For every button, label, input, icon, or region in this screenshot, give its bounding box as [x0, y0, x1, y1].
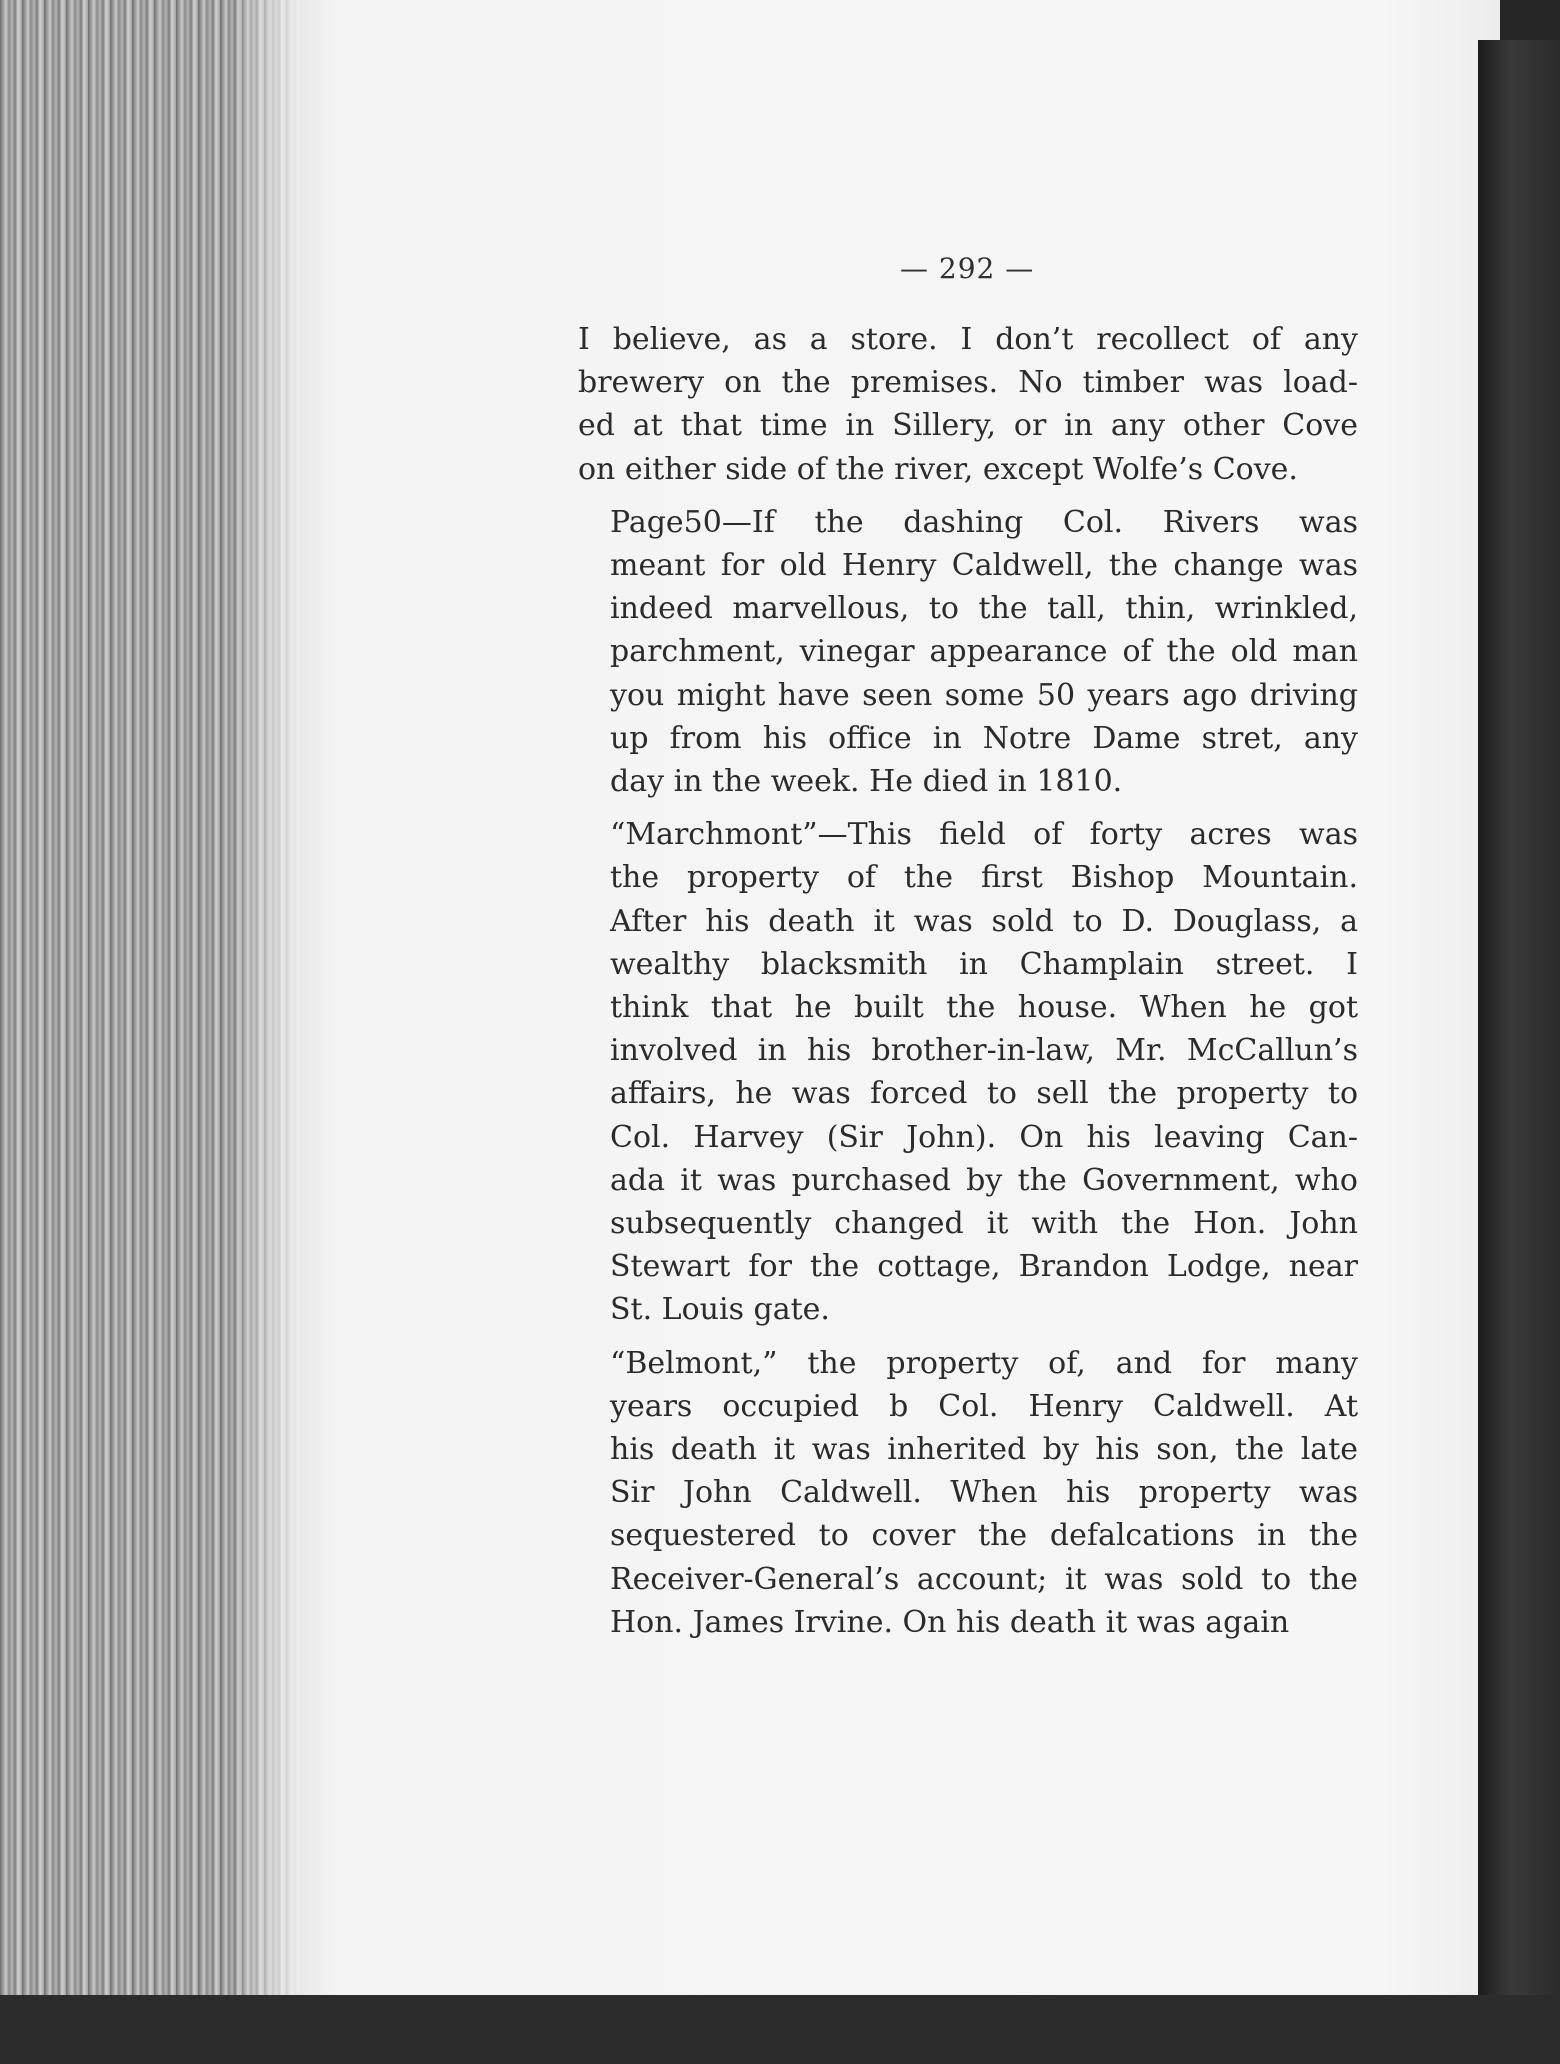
text-line: affairs, he was forced to sell the property to [610, 1076, 1358, 1112]
text-line: Receiver-General’s account; it was sold to the [610, 1561, 1358, 1597]
text-line: Page50—If the dashing Col. Rivers was [610, 504, 1358, 540]
text-line: involved in his brother-in-law, Mr. McCallun’s [610, 1033, 1358, 1069]
text-line: subsequently changed it with the Hon. John [610, 1206, 1358, 1242]
text-line: sequestered to cover the defalcations in the [610, 1518, 1358, 1554]
paragraph-p3 [578, 813, 1358, 1331]
text-line: indeed marvellous, to the tall, thin, wrinkled, [610, 591, 1358, 627]
text-line: think that he built the house. When he got [610, 990, 1358, 1026]
text-line: ed at that time in Sillery, or in any other Cove [578, 408, 1358, 444]
text-line: “Marchmont”—This field of forty acres was [610, 817, 1358, 853]
text-line: up from his office in Notre Dame stret, any [610, 720, 1358, 756]
text-line: parchment, vinegar appearance of the old man [610, 634, 1358, 670]
text-line: brewery on the premises. No timber was load- [578, 365, 1358, 401]
text-line: meant for old Henry Caldwell, the change was [610, 548, 1358, 584]
binding-shadow [1478, 40, 1560, 2064]
body-text [578, 318, 1358, 1654]
text-line: years occupied b Col. Henry Caldwell. At [610, 1388, 1358, 1424]
text-line: St. Louis gate. [610, 1292, 830, 1328]
text-line: Hon. James Irvine. On his death it was again [610, 1604, 1290, 1640]
paragraph-p4 [578, 1342, 1358, 1644]
text-line: I believe, as a store. I don’t recollect of any [578, 322, 1358, 357]
text-line: Stewart for the cottage, Brandon Lodge, near [610, 1249, 1358, 1285]
text-line: Sir John Caldwell. When his property was [610, 1475, 1358, 1511]
text-line: his death it was inherited by his son, the late [610, 1432, 1358, 1468]
text-line: day in the week. He died in 1810. [610, 764, 1123, 800]
bottom-shadow [0, 1995, 1560, 2064]
page-number: — 292 — [900, 252, 1035, 285]
text-line: Col. Harvey (Sir John). On his leaving Can- [610, 1119, 1358, 1155]
text-line: ada it was purchased by the Government, who [610, 1162, 1358, 1198]
paragraph-p2 [578, 501, 1358, 803]
text-line: “Belmont,” the property of, and for many [610, 1345, 1358, 1381]
book-page-edges [0, 0, 300, 1995]
text-line: After his death it was sold to D. Douglass, a [610, 903, 1358, 939]
text-line: on either side of the river, except Wolfe’s Cove. [578, 451, 1298, 487]
text-line: you might have seen some 50 years ago driving [610, 677, 1358, 713]
text-line: wealthy blacksmith in Champlain street. I [610, 946, 1358, 982]
text-line: the property of the first Bishop Mountain. [610, 860, 1358, 896]
paragraph-p1 [578, 318, 1358, 491]
